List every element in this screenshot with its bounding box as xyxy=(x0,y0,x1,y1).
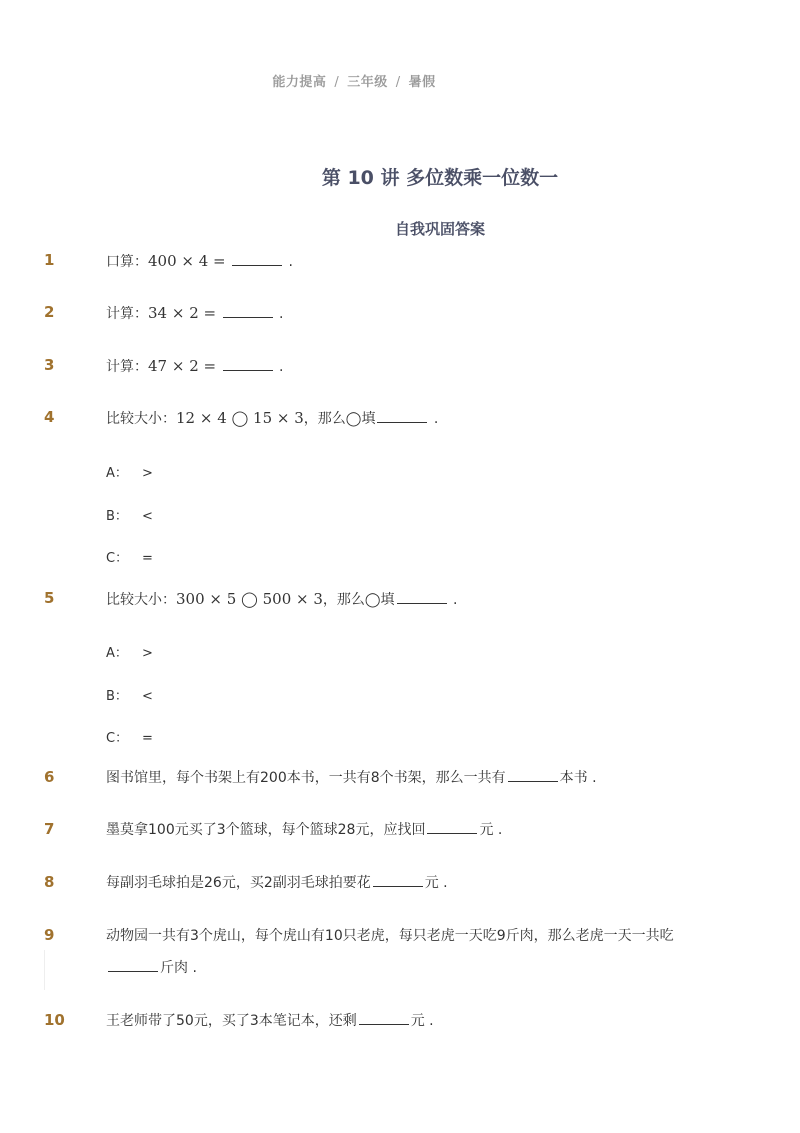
question-text xyxy=(106,245,746,278)
page-title: 第 10 讲 多位数乘一位数一 xyxy=(321,167,559,189)
answer-blank[interactable] xyxy=(427,823,477,834)
question-text xyxy=(106,402,746,435)
question-number: 1 xyxy=(44,251,55,269)
option-value: < xyxy=(142,689,153,704)
breadcrumb-item[interactable]: 三年级 xyxy=(347,75,388,90)
answer-blank[interactable] xyxy=(232,255,282,266)
breadcrumb-separator: / xyxy=(395,75,401,90)
breadcrumb-separator: / xyxy=(334,75,340,90)
question-prefix: 口算： xyxy=(106,254,148,270)
question-suffix: . xyxy=(433,411,439,427)
option-label: C： xyxy=(106,551,129,566)
question-prefix: 比较大小： xyxy=(106,411,176,427)
question-suffix: . xyxy=(278,306,284,322)
option-c[interactable] xyxy=(106,727,153,746)
question-number: 3 xyxy=(44,356,55,374)
question-suffix: 元 . xyxy=(479,822,503,838)
breadcrumb-item[interactable]: 能力提高 xyxy=(272,75,327,90)
option-value: = xyxy=(142,551,153,566)
question-number: 2 xyxy=(44,303,55,321)
option-label: A： xyxy=(106,466,128,481)
question-body: 动物园一共有3个虎山，每个虎山有10只老虎，每只老虎一天吃9斤肉，那么老虎一天一共吃 xyxy=(106,928,674,944)
question-text xyxy=(106,1005,746,1037)
question-text xyxy=(106,867,746,899)
option-label: B： xyxy=(106,509,128,524)
answer-blank[interactable] xyxy=(359,1014,409,1025)
option-a[interactable] xyxy=(106,462,153,481)
answer-blank[interactable] xyxy=(108,961,158,972)
math-expression: 34 × 2 = xyxy=(148,304,217,322)
option-value: = xyxy=(142,731,153,746)
question-suffix: . xyxy=(278,359,284,375)
question-prefix: 计算： xyxy=(106,359,148,375)
answer-blank[interactable] xyxy=(223,307,273,318)
question-suffix: 元 . xyxy=(410,1013,434,1029)
option-c[interactable] xyxy=(106,547,153,566)
math-expression: 47 × 2 = xyxy=(148,357,217,375)
question-body: 墨莫拿100元买了3个篮球，每个篮球28元，应找回 xyxy=(106,822,426,838)
question-body: 王老师带了50元，买了3本笔记本，还剩 xyxy=(106,1013,357,1029)
question-prefix: 计算： xyxy=(106,306,148,322)
question-number: 8 xyxy=(44,873,55,891)
math-expression: 400 × 4 = xyxy=(148,252,226,270)
question-number: 7 xyxy=(44,820,55,838)
option-label: A： xyxy=(106,646,128,661)
question-number: 5 xyxy=(44,589,55,607)
question-suffix: . xyxy=(453,592,458,608)
question-suffix: . xyxy=(288,254,293,270)
option-value: < xyxy=(142,509,153,524)
question-divider xyxy=(44,950,45,990)
answer-blank[interactable] xyxy=(373,876,423,887)
question-prefix: 比较大小： xyxy=(106,592,176,608)
question-text xyxy=(106,583,746,616)
question-body: 图书馆里，每个书架上有200本书，一共有8个书架，那么一共有 xyxy=(106,770,506,786)
question-mid: ，那么◯填 xyxy=(322,592,395,608)
breadcrumb-item[interactable]: 暑假 xyxy=(408,75,436,90)
answer-blank[interactable] xyxy=(397,593,447,604)
option-label: C： xyxy=(106,731,129,746)
option-value: > xyxy=(142,646,153,661)
question-body: 每副羽毛球拍是26元，买2副羽毛球拍要花 xyxy=(106,875,371,891)
question-suffix: 斤肉 . xyxy=(160,960,197,976)
question-number: 9 xyxy=(44,926,55,944)
answer-blank[interactable] xyxy=(223,360,273,371)
question-mid: ，那么◯填 xyxy=(303,411,376,427)
question-text xyxy=(106,920,726,984)
question-suffix: 元 . xyxy=(424,875,448,891)
option-label: B： xyxy=(106,689,128,704)
answer-blank[interactable] xyxy=(377,412,427,423)
math-expression: 12 × 4 ◯ 15 × 3 xyxy=(176,409,304,427)
option-b[interactable] xyxy=(106,685,153,704)
question-number: 6 xyxy=(44,768,55,786)
question-text xyxy=(106,814,746,846)
question-number: 4 xyxy=(44,408,55,426)
option-b[interactable] xyxy=(106,505,153,524)
question-text xyxy=(106,350,746,383)
option-value: > xyxy=(142,466,153,481)
question-text xyxy=(106,297,746,330)
question-suffix: 本书 . xyxy=(559,770,597,786)
question-number: 10 xyxy=(44,1011,65,1029)
answer-blank[interactable] xyxy=(508,771,558,782)
section-subtitle: 自我巩固答案 xyxy=(394,220,485,238)
option-a[interactable] xyxy=(106,642,153,661)
math-expression: 300 × 5 ◯ 500 × 3 xyxy=(176,590,323,608)
question-text xyxy=(106,762,746,794)
